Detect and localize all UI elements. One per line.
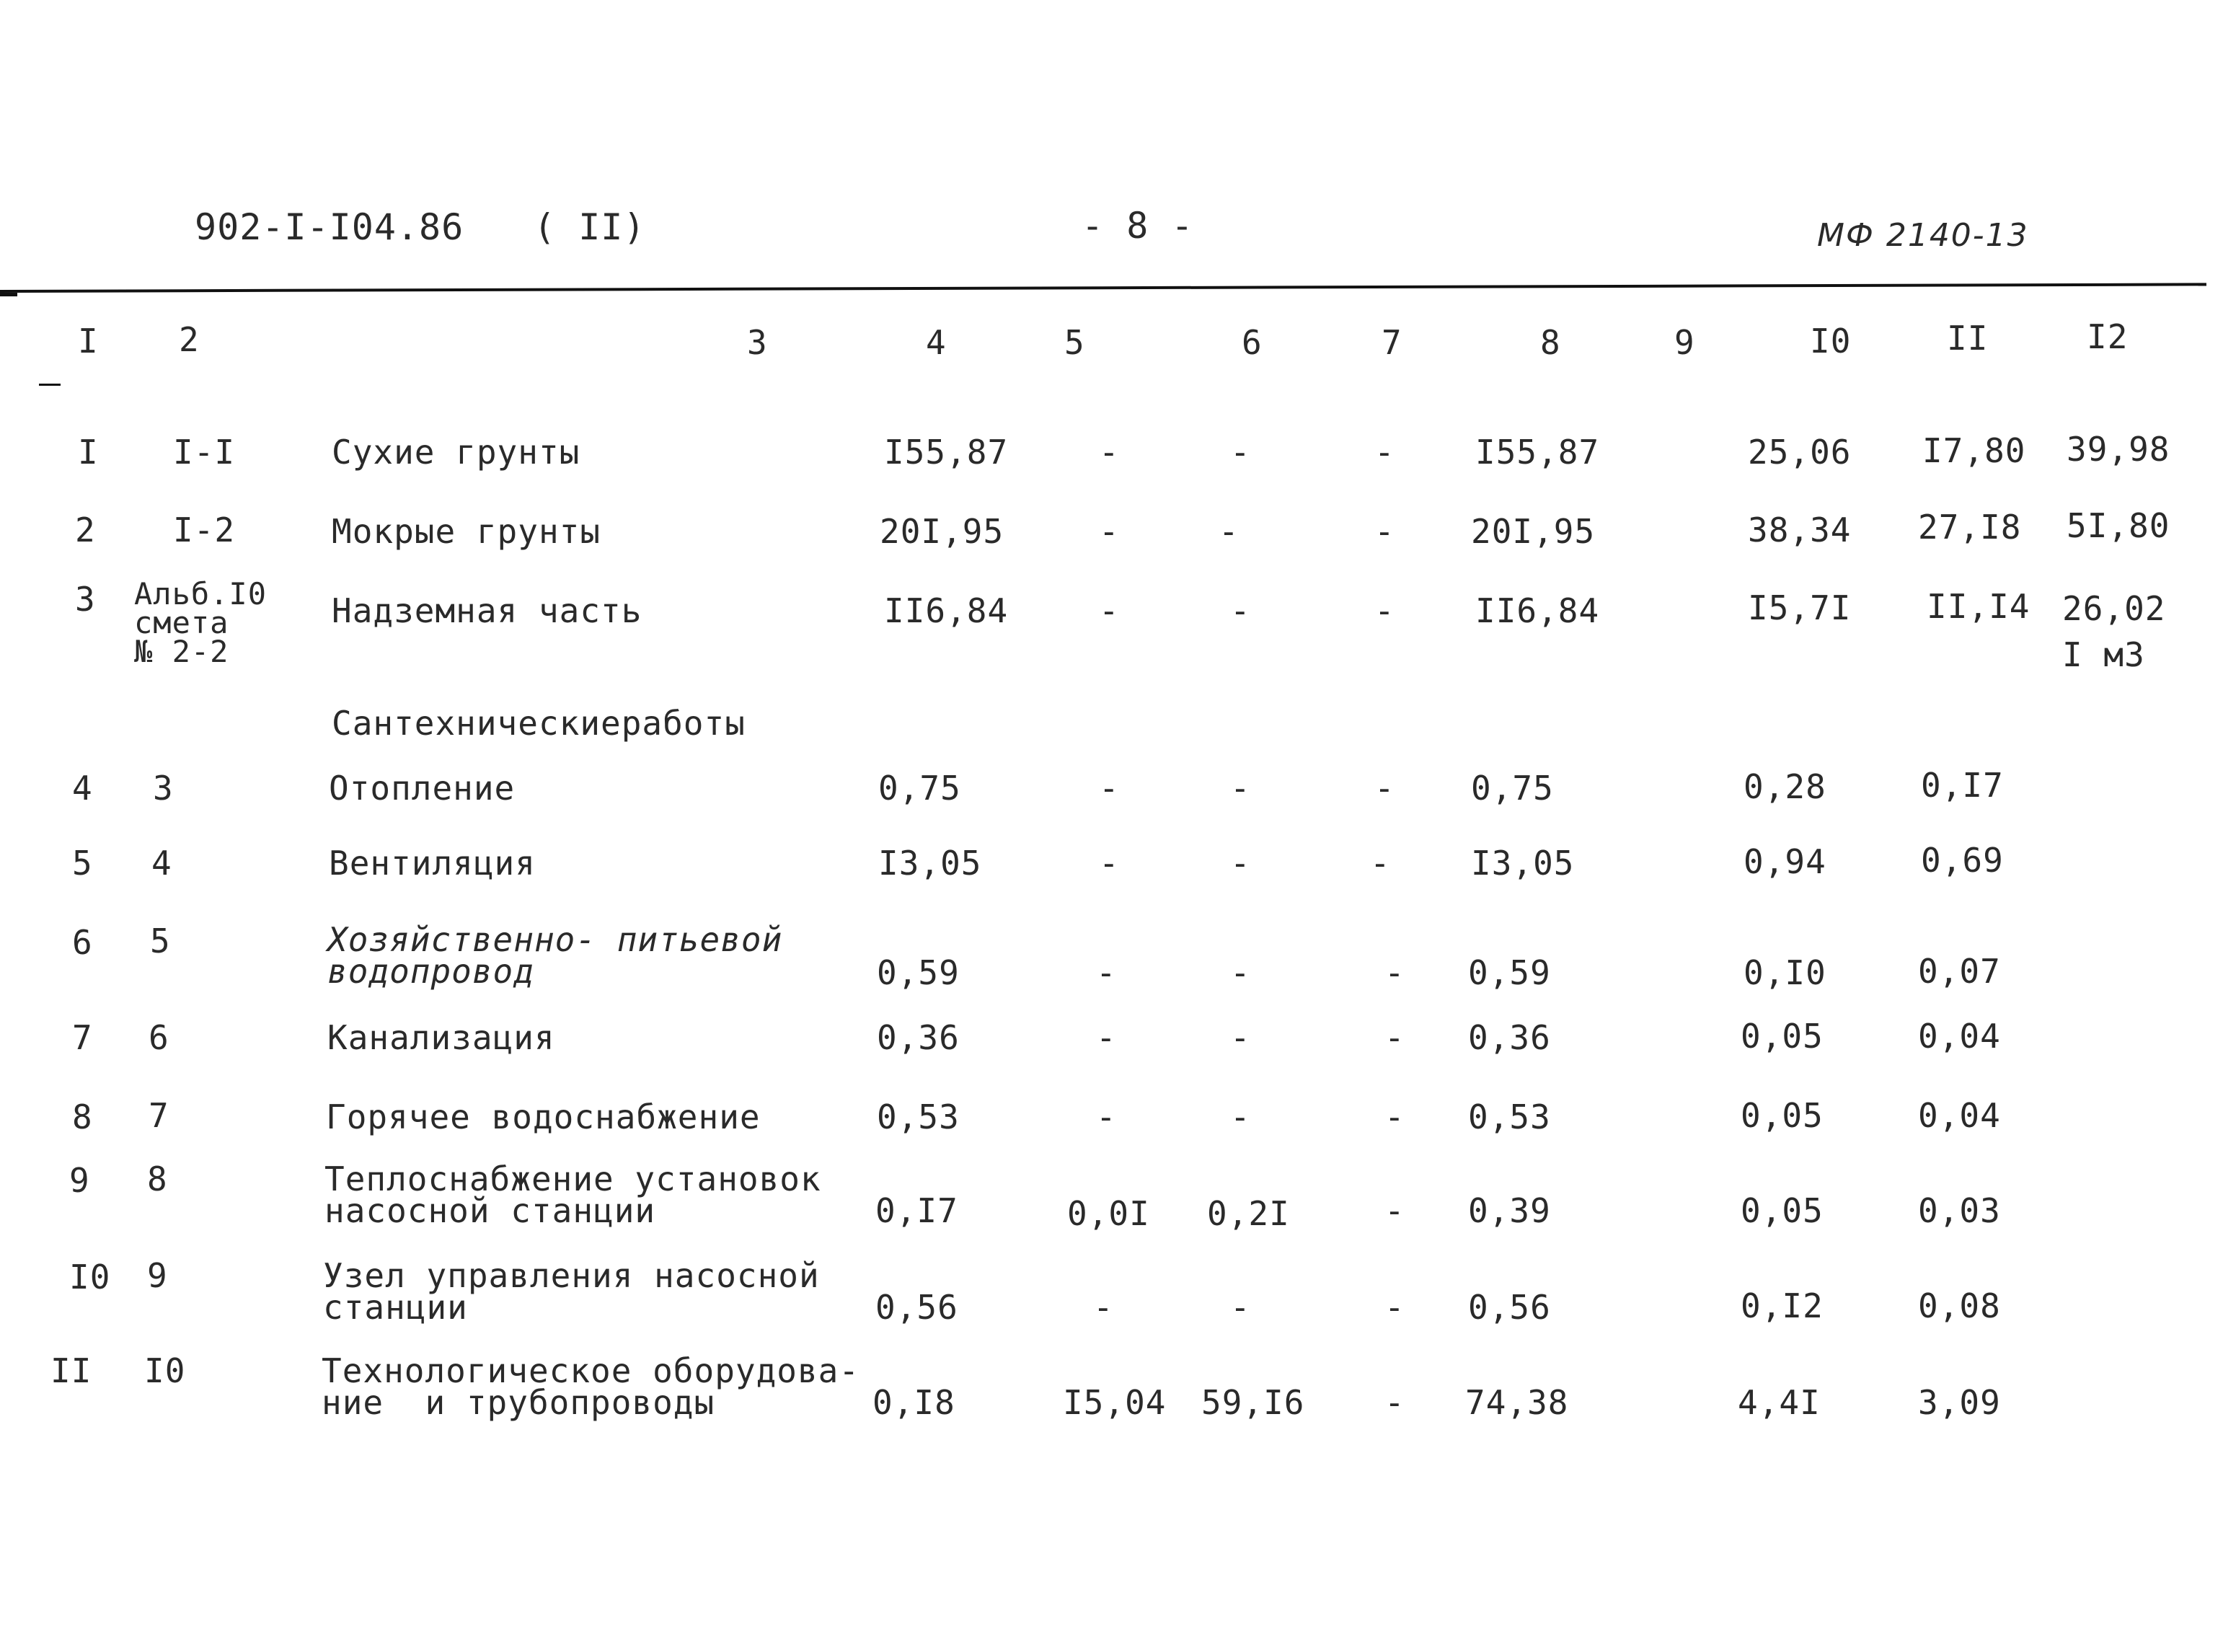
row-col10: 38,34 bbox=[1748, 511, 1852, 549]
row-col7: - bbox=[1370, 844, 1391, 883]
row-number: 8 bbox=[72, 1097, 93, 1136]
row-name: Надземная часть bbox=[332, 591, 642, 630]
row-ref: Альб.I0 смета № 2-2 bbox=[134, 576, 268, 669]
row-col7: - bbox=[1384, 1191, 1405, 1230]
row-col10: I5,7I bbox=[1748, 588, 1852, 627]
row-col5: 0,0I bbox=[1067, 1194, 1150, 1233]
row-col11: 0,03 bbox=[1918, 1191, 2001, 1230]
row-name: Мокрые грунты bbox=[332, 512, 601, 551]
row-col7: - bbox=[1384, 953, 1405, 992]
row-col11: 0,08 bbox=[1918, 1286, 2001, 1325]
row-col5: I5,04 bbox=[1063, 1383, 1167, 1422]
row-number: I0 bbox=[69, 1258, 111, 1297]
row-col5: - bbox=[1099, 512, 1120, 551]
col-header-8: 8 bbox=[1540, 323, 1561, 362]
row-col6: - bbox=[1230, 433, 1251, 472]
row-col10: 0,05 bbox=[1741, 1096, 1824, 1135]
row-col10: 0,I0 bbox=[1744, 953, 1826, 992]
row-col7: - bbox=[1374, 433, 1395, 472]
section-number: ( II) bbox=[534, 206, 646, 248]
row-ref: 4 bbox=[151, 844, 172, 883]
col-header-3: 3 bbox=[747, 323, 768, 362]
row-col12: 26,02 I м3 bbox=[2062, 589, 2166, 675]
row-col6: - bbox=[1230, 1018, 1251, 1057]
row-col7: - bbox=[1384, 1383, 1405, 1422]
header-rule bbox=[0, 283, 2206, 293]
row-col6: - bbox=[1230, 591, 1251, 630]
row-col4: 0,75 bbox=[878, 769, 961, 808]
row-col7: - bbox=[1374, 769, 1395, 808]
row-col8: I55,87 bbox=[1475, 433, 1600, 472]
row-col8: 0,75 bbox=[1471, 769, 1554, 808]
row-col5: - bbox=[1099, 433, 1120, 472]
row-col11: 0,I7 bbox=[1921, 766, 2004, 805]
row-col4: 0,53 bbox=[877, 1097, 960, 1136]
page-number: - 8 - bbox=[1082, 205, 1194, 247]
row-col8: II6,84 bbox=[1475, 591, 1600, 630]
document-code: 902-I-I04.86 bbox=[195, 206, 464, 248]
row-col10: 0,05 bbox=[1741, 1191, 1824, 1230]
row-col12: 5I,80 bbox=[2067, 506, 2170, 545]
row-col5: - bbox=[1096, 1097, 1117, 1136]
row-col8: 0,59 bbox=[1468, 953, 1551, 992]
col-header-5: 5 bbox=[1064, 323, 1085, 362]
row-number: 7 bbox=[72, 1018, 93, 1057]
row-col5: - bbox=[1093, 1288, 1114, 1327]
row-number: 9 bbox=[69, 1161, 90, 1200]
col-header-4: 4 bbox=[926, 323, 947, 362]
row-name: Хозяйственно- питьевой водопровод bbox=[327, 920, 783, 991]
col-header-10: I0 bbox=[1810, 322, 1852, 361]
row-col11: 0,04 bbox=[1918, 1096, 2001, 1135]
row-col4: II6,84 bbox=[884, 591, 1009, 630]
row-number: 2 bbox=[75, 511, 96, 549]
row-col5: - bbox=[1099, 591, 1120, 630]
col-header-11: II bbox=[1947, 319, 1989, 358]
row-col5: - bbox=[1096, 953, 1117, 992]
row-col7: - bbox=[1384, 1288, 1405, 1327]
row-col5: - bbox=[1096, 1018, 1117, 1057]
row-col6: - bbox=[1219, 512, 1239, 551]
row-col6: - bbox=[1230, 1288, 1251, 1327]
row-col11: I7,80 bbox=[1922, 431, 2026, 470]
row-col11: 0,07 bbox=[1918, 952, 2001, 991]
row-number: I bbox=[78, 433, 99, 472]
row-col4: 0,56 bbox=[875, 1288, 958, 1327]
row-col4: 20I,95 bbox=[880, 512, 1004, 551]
col-header-7: 7 bbox=[1382, 323, 1402, 362]
row-name: Горячее водоснабжение bbox=[326, 1097, 761, 1136]
row-name: Узел управления насосной станции bbox=[323, 1256, 820, 1327]
row-col11: 0,04 bbox=[1918, 1017, 2001, 1056]
row-col8: I3,05 bbox=[1471, 844, 1575, 883]
row-col8: 20I,95 bbox=[1471, 512, 1596, 551]
row-col10: 0,I2 bbox=[1741, 1286, 1824, 1325]
row-col8: 0,36 bbox=[1468, 1018, 1551, 1057]
row-ref: 6 bbox=[149, 1018, 169, 1057]
row-col10: 4,4I bbox=[1738, 1383, 1821, 1422]
row-col8: 0,56 bbox=[1468, 1288, 1551, 1327]
row-col6: 59,I6 bbox=[1201, 1383, 1305, 1422]
row-name: Технологическое оборудова- ние и трубопроводы bbox=[322, 1351, 860, 1422]
row-name: Теплоснабжение установок насосной станции bbox=[324, 1160, 821, 1230]
row-ref: 5 bbox=[150, 922, 171, 960]
col-header-9: 9 bbox=[1674, 323, 1695, 362]
row-col4: 0,I7 bbox=[875, 1191, 958, 1230]
small-dash-mark bbox=[39, 384, 61, 386]
row-col7: - bbox=[1374, 591, 1395, 630]
row-ref: I0 bbox=[144, 1351, 186, 1390]
row-col10: 0,28 bbox=[1744, 767, 1826, 806]
col-header-2: 2 bbox=[179, 320, 200, 359]
row-col10: 0,94 bbox=[1744, 842, 1826, 881]
row-col4: I55,87 bbox=[884, 433, 1009, 472]
row-col11: II,I4 bbox=[1927, 587, 2030, 626]
row-col8: 0,39 bbox=[1468, 1191, 1551, 1230]
row-ref: 9 bbox=[147, 1256, 168, 1295]
row-col10: 25,06 bbox=[1748, 433, 1852, 472]
row-col11: 3,09 bbox=[1918, 1383, 2001, 1422]
row-col11: 27,I8 bbox=[1918, 508, 2022, 547]
row-number: 6 bbox=[72, 923, 93, 962]
row-col4: 0,59 bbox=[877, 953, 960, 992]
section-title: Сантехническиеработы bbox=[332, 704, 746, 743]
row-col10: 0,05 bbox=[1741, 1017, 1824, 1056]
row-col7: - bbox=[1384, 1018, 1405, 1057]
row-col4: 0,36 bbox=[877, 1018, 960, 1057]
row-name: Вентиляция bbox=[329, 844, 536, 883]
row-col6: 0,2I bbox=[1207, 1194, 1290, 1233]
row-ref: 7 bbox=[149, 1096, 169, 1135]
row-col6: - bbox=[1230, 953, 1251, 992]
handwritten-stamp: МФ 2140-13 bbox=[1817, 217, 2029, 254]
row-ref: 8 bbox=[147, 1160, 168, 1198]
row-col6: - bbox=[1230, 769, 1251, 808]
row-number: 3 bbox=[75, 580, 96, 619]
row-ref: I-2 bbox=[173, 511, 236, 549]
row-number: 4 bbox=[72, 769, 93, 808]
row-col4: 0,I8 bbox=[872, 1383, 955, 1422]
row-col6: - bbox=[1230, 844, 1251, 883]
row-col5: - bbox=[1099, 844, 1120, 883]
col-header-6: 6 bbox=[1242, 323, 1263, 362]
row-ref: 3 bbox=[153, 769, 174, 808]
row-name: Сухие грунты bbox=[332, 433, 580, 472]
row-col4: I3,05 bbox=[878, 844, 982, 883]
row-col7: - bbox=[1374, 512, 1395, 551]
header-rule-tick bbox=[0, 293, 17, 296]
row-number: 5 bbox=[72, 844, 93, 883]
row-col7: - bbox=[1384, 1097, 1405, 1136]
col-header-12: I2 bbox=[2087, 317, 2129, 356]
row-name: Канализация bbox=[327, 1018, 555, 1057]
row-col8: 0,53 bbox=[1468, 1097, 1551, 1136]
row-col8: 74,38 bbox=[1465, 1383, 1569, 1422]
row-col6: - bbox=[1230, 1097, 1251, 1136]
row-name: Отопление bbox=[329, 769, 516, 808]
row-col5: - bbox=[1099, 769, 1120, 808]
row-number: II bbox=[50, 1351, 92, 1390]
row-ref: I-I bbox=[173, 433, 236, 472]
row-col11: 0,69 bbox=[1921, 841, 2004, 880]
col-header-1: I bbox=[78, 322, 99, 361]
row-col12: 39,98 bbox=[2067, 430, 2170, 469]
